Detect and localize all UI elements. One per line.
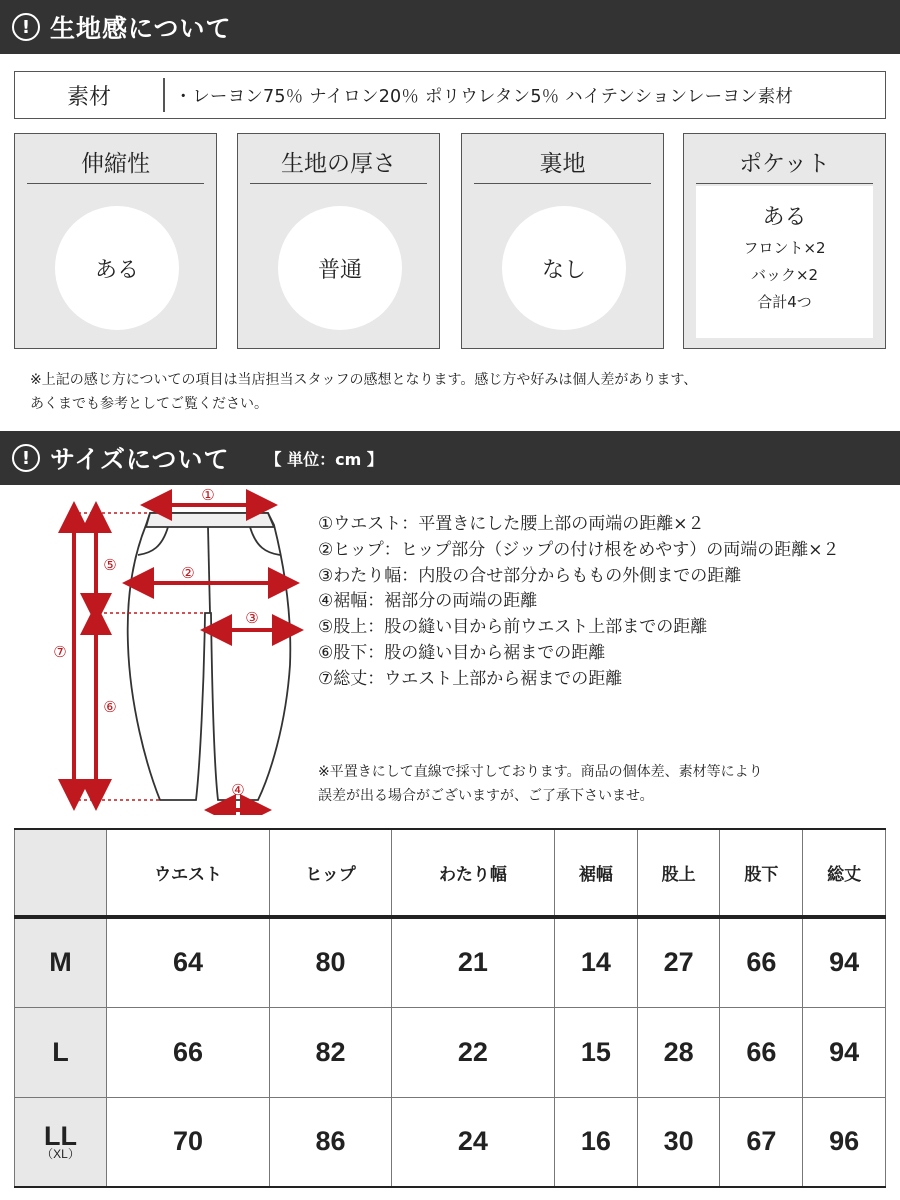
diagram-label-2: ②	[181, 564, 195, 582]
size-name: L	[52, 1036, 69, 1067]
table-cell: 67	[720, 1097, 803, 1187]
pocket-line: バック×2	[750, 266, 819, 284]
exclamation-icon: !	[12, 13, 40, 41]
legend-item: ④裾幅：裾部分の両端の距離	[318, 591, 538, 612]
table-cell: 86	[270, 1097, 392, 1187]
table-header: ヒップ	[270, 829, 392, 917]
table-cell: 80	[270, 917, 392, 1007]
size-table	[14, 828, 886, 1188]
material-row	[14, 71, 886, 119]
measure-note	[318, 760, 763, 808]
feature-lining	[461, 133, 664, 349]
measure-note-line: 誤差が出る場合がございますが、ご了承下さいませ。	[318, 788, 654, 804]
size-sub: （XL）	[41, 1146, 80, 1161]
legend-item: ③わたり幅：内股の合せ部分からももの外側までの距離	[318, 565, 742, 586]
legend-item: ⑤股上：股の縫い目から前ウエスト上部までの距離	[318, 617, 708, 638]
table-cell: 27	[637, 917, 720, 1007]
feature-title: 生地の厚さ	[250, 144, 427, 184]
table-cell: 66	[720, 1007, 803, 1097]
pocket-line: フロント×2	[743, 239, 826, 257]
feature-title: 伸縮性	[27, 144, 204, 184]
table-header: ウエスト	[107, 829, 270, 917]
legend-item: ⑦総丈：ウエスト上部から裾までの距離	[318, 668, 623, 689]
measurement-legend	[318, 512, 839, 693]
table-corner	[15, 829, 107, 917]
table-row	[15, 917, 886, 1007]
table-cell: 21	[391, 917, 554, 1007]
table-cell: 24	[391, 1097, 554, 1187]
diagram-label-5: ⑤	[103, 556, 117, 574]
size-section-title: サイズについて	[50, 445, 230, 474]
table-cell: 28	[637, 1007, 720, 1097]
table-header: わたり幅	[391, 829, 554, 917]
diagram-label-3: ③	[245, 609, 259, 627]
size-name: LL	[44, 1120, 77, 1151]
fabric-section-header	[0, 0, 900, 54]
table-cell: 66	[720, 917, 803, 1007]
table-row	[15, 1097, 886, 1187]
pants-outline	[128, 513, 291, 800]
feature-title: 裏地	[474, 144, 651, 184]
feature-stretch	[14, 133, 217, 349]
table-cell: 82	[270, 1007, 392, 1097]
material-label: 素材	[66, 84, 111, 110]
table-cell: 22	[391, 1007, 554, 1097]
feature-value: ある	[55, 206, 179, 330]
table-cell: 66	[107, 1007, 270, 1097]
material-value: ・レーヨン75％ ナイロン20％ ポリウレタン5％ ハイテンションレーヨン素材	[174, 86, 794, 107]
feature-pocket	[683, 133, 886, 349]
fabric-note	[30, 368, 697, 416]
size-label	[15, 1097, 107, 1187]
feature-title: ポケット	[696, 144, 873, 184]
table-row	[15, 1007, 886, 1097]
legend-item: ⑥股下：股の縫い目から裾までの距離	[318, 642, 606, 663]
unit-label: 【 単位：cm 】	[265, 449, 383, 469]
measure-note-line: ※平置きにして直線で採寸しております。商品の個体差、素材等により	[318, 764, 763, 780]
pocket-line: 合計4つ	[757, 293, 812, 311]
diagram-label-1: ①	[201, 486, 215, 504]
feature-value: なし	[502, 206, 626, 330]
legend-item: ②ヒップ：ヒップ部分（ジップの付け根をめやす）の両端の距離×２	[318, 539, 840, 560]
table-cell: 30	[637, 1097, 720, 1187]
pants-diagram	[0, 485, 310, 815]
table-cell: 94	[803, 1007, 886, 1097]
table-header: 裾幅	[555, 829, 638, 917]
size-label	[15, 1007, 107, 1097]
fabric-section-title: 生地感について	[50, 14, 232, 43]
table-header-row	[15, 829, 886, 917]
feature-value: 普通	[278, 206, 402, 330]
table-cell: 14	[555, 917, 638, 1007]
fabric-note-line: あくまでも参考としてご覧ください。	[30, 396, 268, 412]
size-name: M	[49, 947, 72, 978]
diagram-label-6: ⑥	[103, 698, 117, 716]
table-cell: 16	[555, 1097, 638, 1187]
table-cell: 70	[107, 1097, 270, 1187]
feature-thickness	[237, 133, 440, 349]
table-cell: 64	[107, 917, 270, 1007]
table-header: 総丈	[803, 829, 886, 917]
size-label	[15, 917, 107, 1007]
pocket-panel	[696, 186, 873, 338]
table-header: 股上	[637, 829, 720, 917]
diagram-label-7: ⑦	[53, 643, 67, 661]
table-cell: 15	[555, 1007, 638, 1097]
fabric-note-line: ※上記の感じ方についての項目は当店担当スタッフの感想となります。感じ方や好みは個人差があります、	[30, 372, 698, 388]
table-cell: 96	[803, 1097, 886, 1187]
size-section-header	[0, 431, 900, 485]
diagram-label-4: ④	[231, 781, 245, 799]
table-header: 股下	[720, 829, 803, 917]
legend-item: ①ウエスト：平置きにした腰上部の両端の距離×２	[318, 514, 705, 534]
table-cell: 94	[803, 917, 886, 1007]
pocket-value: ある	[762, 205, 807, 230]
exclamation-icon: !	[12, 444, 40, 472]
